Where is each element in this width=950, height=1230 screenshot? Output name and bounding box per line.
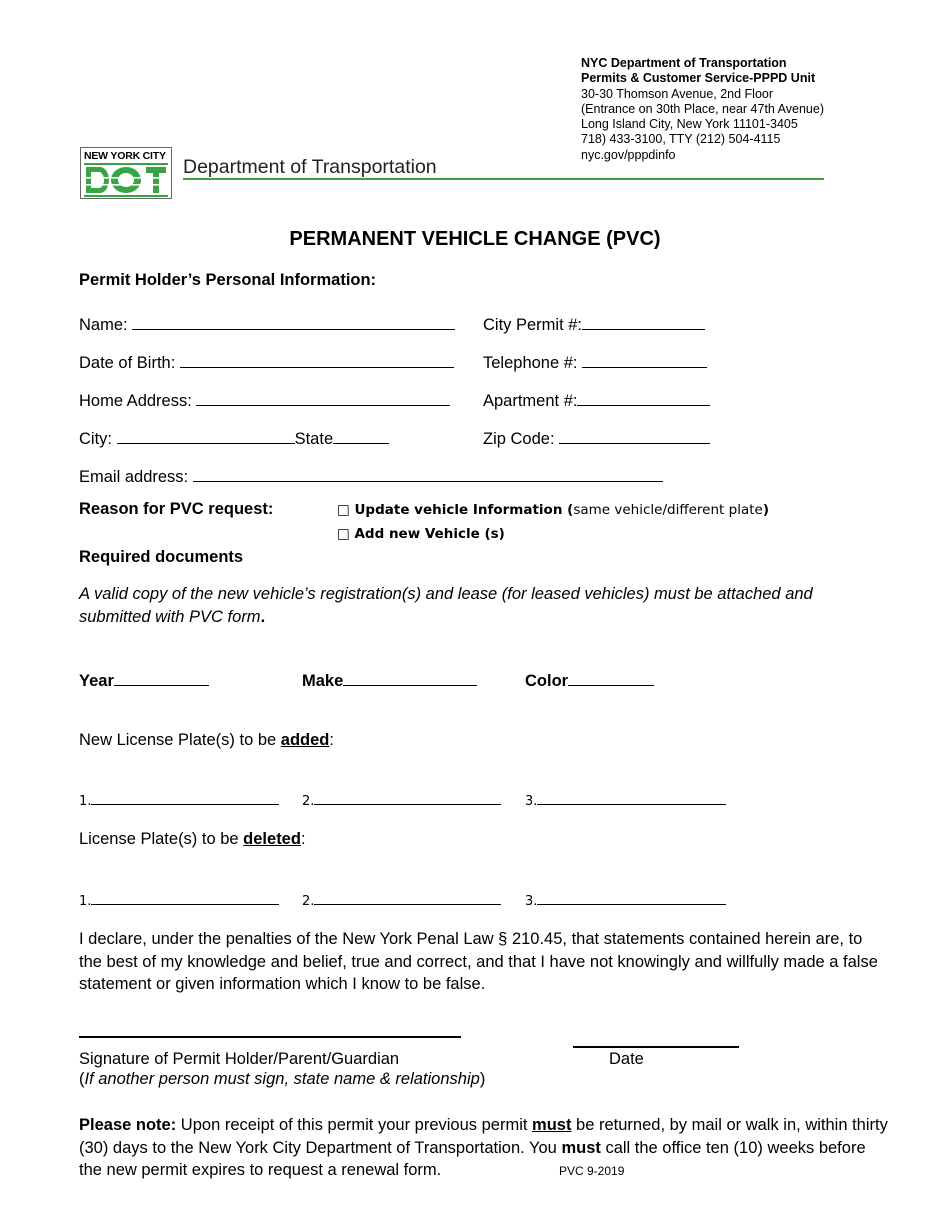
city-permit-input-line[interactable] [582, 314, 705, 330]
color-field[interactable] [525, 670, 654, 691]
city-field[interactable] [79, 428, 389, 449]
apartment-label: Apartment #: [483, 392, 578, 410]
dob-input-line[interactable] [180, 352, 454, 368]
form-title: PERMANENT VEHICLE CHANGE (PVC) [289, 228, 661, 250]
city-input-line[interactable] [117, 428, 295, 444]
deleted-plate-1[interactable] [79, 891, 279, 909]
signature-label: Signature of Permit Holder/Parent/Guardian [79, 1050, 400, 1068]
telephone-label: Telephone #: [483, 354, 578, 372]
apartment-field[interactable] [483, 390, 710, 411]
logo-text: NEW YORK CITY [84, 150, 166, 162]
please-note-must-2: must [561, 1138, 601, 1157]
signature-note-text: If another person must sign, state name & relationship [84, 1070, 480, 1088]
header-rule [183, 178, 824, 180]
color-label: Color [525, 672, 569, 690]
required-documents-sentence: A valid copy of the new vehicle’s registration(s) and lease (for leased vehicles) must be attached and submitted with PVC form [79, 585, 813, 626]
home-address-input-line[interactable] [196, 390, 450, 406]
dob-field[interactable] [79, 352, 454, 373]
update-vehicle-checkbox[interactable]: □ [337, 502, 350, 518]
address-line-phone: 718) 433-3100, TTY (212) 504-4115 [581, 132, 781, 147]
added-plate-3[interactable] [525, 791, 726, 809]
apartment-input-line[interactable] [577, 390, 710, 406]
deleted-plate-3-input-line[interactable] [537, 891, 726, 905]
email-field[interactable] [79, 466, 663, 487]
telephone-input-line[interactable] [582, 352, 707, 368]
please-note-part2: be returned, by mail or walk in, within thirty (30) days to the New York City Department of Transportation. You [79, 1116, 888, 1157]
state-label: State [294, 430, 334, 448]
deleted-plate-1-number: 1. [79, 894, 92, 909]
email-label: Email address: [79, 468, 189, 486]
address-line-unit: Permits & Customer Service-PPPD Unit [581, 71, 816, 86]
form-code: PVC 9-2019 [559, 1164, 625, 1178]
added-plate-1[interactable] [79, 791, 279, 809]
home-address-label: Home Address: [79, 392, 192, 410]
office-address-block [581, 56, 824, 163]
address-line-entrance: (Entrance on 30th Place, near 47th Avenue) [581, 101, 824, 116]
deleted-plate-2-input-line[interactable] [314, 891, 501, 905]
make-label: Make [302, 672, 344, 690]
state-input-line[interactable] [333, 428, 389, 444]
email-input-line[interactable] [193, 466, 663, 482]
city-label: City: [79, 430, 112, 448]
required-documents-period: . [260, 607, 266, 626]
added-plate-3-input-line[interactable] [537, 791, 726, 805]
name-input-line[interactable] [132, 314, 455, 330]
signature-note-open: ( [79, 1070, 85, 1088]
added-plate-1-number: 1. [79, 794, 92, 809]
deleted-plate-3[interactable] [525, 891, 726, 909]
update-vehicle-close: ) [762, 502, 769, 518]
add-vehicle-option[interactable] [337, 526, 505, 542]
plates-deleted-heading [79, 830, 306, 849]
please-note-part3: call the office ten (10) weeks before the new permit expires to request a renewal form. [79, 1138, 866, 1179]
signature-line[interactable] [79, 1036, 461, 1038]
department-name: Department of Transportation [183, 156, 437, 178]
deleted-plate-1-input-line[interactable] [91, 891, 279, 905]
added-plate-1-input-line[interactable] [91, 791, 279, 805]
reason-heading: Reason for PVC request: [79, 500, 274, 518]
dob-label: Date of Birth: [79, 354, 176, 372]
home-address-field[interactable] [79, 390, 450, 411]
plates-deleted-prefix: License Plate(s) to be [79, 830, 244, 848]
please-note-part1: Upon receipt of this permit your previous permit [176, 1116, 533, 1134]
year-field[interactable] [79, 670, 209, 691]
dot-logo-mark-icon [84, 163, 168, 197]
signature-note-close: ) [479, 1070, 486, 1088]
add-vehicle-label: Add new Vehicle (s) [354, 526, 505, 542]
plates-deleted-word: deleted [243, 830, 301, 848]
required-documents-heading: Required documents [79, 548, 244, 566]
please-note-must-1: must [532, 1116, 572, 1134]
year-label: Year [79, 672, 114, 690]
plates-added-prefix: New License Plate(s) to be [79, 731, 281, 749]
please-note-paragraph [79, 1114, 889, 1182]
signature-note [79, 1070, 485, 1089]
update-vehicle-option[interactable] [337, 502, 769, 518]
deleted-plate-2-number: 2. [302, 894, 315, 909]
please-note-label: Please note: [79, 1116, 177, 1134]
added-plate-2[interactable] [302, 791, 501, 809]
name-label: Name: [79, 316, 128, 334]
address-line-city: Long Island City, New York 11101-3405 [581, 117, 798, 132]
plates-added-suffix: : [329, 731, 334, 749]
add-vehicle-checkbox[interactable]: □ [337, 526, 350, 542]
make-field[interactable] [302, 670, 477, 691]
update-vehicle-detail: same vehicle/different plate [573, 502, 763, 518]
added-plate-2-input-line[interactable] [314, 791, 501, 805]
deleted-plate-3-number: 3. [525, 894, 538, 909]
city-permit-field[interactable] [483, 314, 705, 335]
declaration-text: I declare, under the penalties of the New York Penal Law § 210.45, that statements contained herein are, to the best of my knowledge and belief, true and correct, and that I have not knowingly and willfully made a false statement or given information which I know to be false. [79, 930, 878, 993]
zip-label: Zip Code: [483, 430, 555, 448]
telephone-field[interactable] [483, 352, 707, 373]
year-input-line[interactable] [114, 670, 209, 686]
address-line-agency: NYC Department of Transportation [581, 56, 787, 70]
name-field[interactable] [79, 314, 455, 335]
address-line-street: 30-30 Thomson Avenue, 2nd Floor [581, 86, 774, 101]
color-input-line[interactable] [568, 670, 654, 686]
update-vehicle-label: Update vehicle Information ( [354, 502, 574, 518]
zip-field[interactable] [483, 428, 710, 449]
make-input-line[interactable] [343, 670, 477, 686]
plates-added-heading [79, 731, 334, 750]
date-label: Date [609, 1050, 644, 1068]
added-plate-2-number: 2. [302, 794, 315, 809]
zip-input-line[interactable] [559, 428, 710, 444]
deleted-plate-2[interactable] [302, 891, 501, 909]
added-plate-3-number: 3. [525, 794, 538, 809]
date-line[interactable] [573, 1046, 739, 1048]
city-permit-label: City Permit #: [483, 316, 583, 334]
plates-deleted-suffix: : [300, 830, 306, 848]
plates-added-word: added [280, 731, 330, 749]
nyc-dot-logo [80, 147, 172, 199]
required-documents-text [79, 583, 869, 628]
address-line-website: nyc.gov/pppdinfo [581, 147, 676, 162]
personal-info-heading: Permit Holder’s Personal Information: [79, 271, 377, 289]
